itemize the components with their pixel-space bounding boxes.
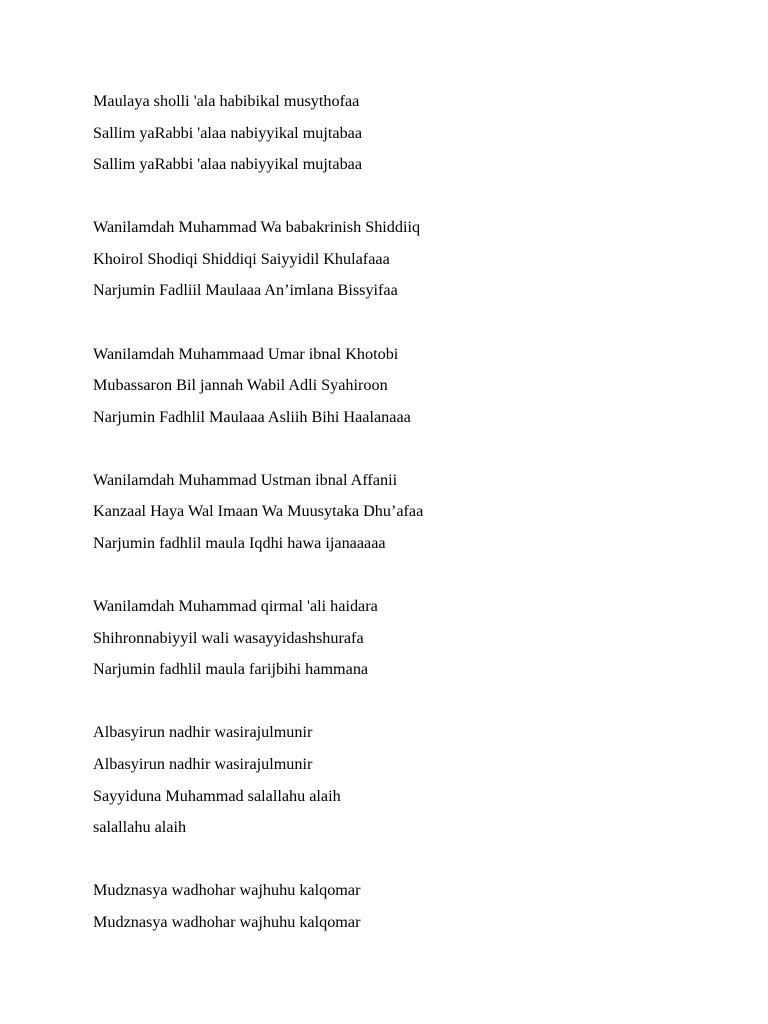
lyric-line: Albasyirun nadhir wasirajulmunir [93,755,313,773]
lyric-line: Maulaya sholli 'ala habibikal musythofaa [93,92,360,110]
lyric-line: Wanilamdah Muhammad Wa babakrinish Shiddiiq [93,218,421,237]
lyric-line: Narjumin fadhlil maula farijbihi hammana [93,660,369,679]
lyric-line: Sayyiduna Muhammad salallahu alaih [93,786,341,805]
lyric-line: Sallim yaRabbi 'alaa nabiyyikal mujtabaa [93,155,363,174]
lyric-line: Mubassaron Bil jannah Wabil Adli Syahiroon [93,376,388,395]
lyric-line: Sallim yaRabbi 'alaa nabiyyikal mujtabaa [93,123,363,142]
lyrics-text [93,86,733,970]
lyric-line: Albasyirun nadhir wasirajulmunir [93,723,313,742]
lyric-line: Mudznasya wadhohar wajhuhu kalqomar [93,881,361,900]
stanza-2 [93,212,733,307]
stanza-4 [93,465,733,560]
stanza-7 [93,875,733,938]
lyric-line: Wanilamdah Muhammad qirmal 'ali haidara [93,597,378,616]
lyric-line: Narjumin Fadliil Maulaaa An’imlana Bissyifaa [93,281,398,300]
lyric-line: salallahu alaih [93,818,187,837]
lyric-line: Narjumin Fadhlil Maulaaa Asliih Bihi Haalanaaa [93,407,411,426]
lyric-line: Khoirol Shodiqi Shiddiqi Saiyyidil Khulafaaa [93,249,390,268]
stanza-5 [93,591,733,686]
lyric-line: Wanilamdah Muhammaad Umar ibnal Khotobi [93,344,399,363]
stanza-6 [93,717,733,843]
lyric-line: Wanilamdah Muhammad Ustman ibnal Affanii [93,470,398,489]
lyric-line: Kanzaal Haya Wal Imaan Wa Muusytaka Dhu’afaa [93,502,424,521]
stanza-3 [93,339,733,434]
lyric-line: Shihronnabiyyil wali wasayyidashshurafa [93,628,364,647]
lyric-line: Mudznasya wadhohar wajhuhu kalqomar [93,912,361,931]
lyric-line: Narjumin fadhlil maula Iqdhi hawa ijanaaaaa [93,534,386,553]
stanza-1 [93,86,733,181]
